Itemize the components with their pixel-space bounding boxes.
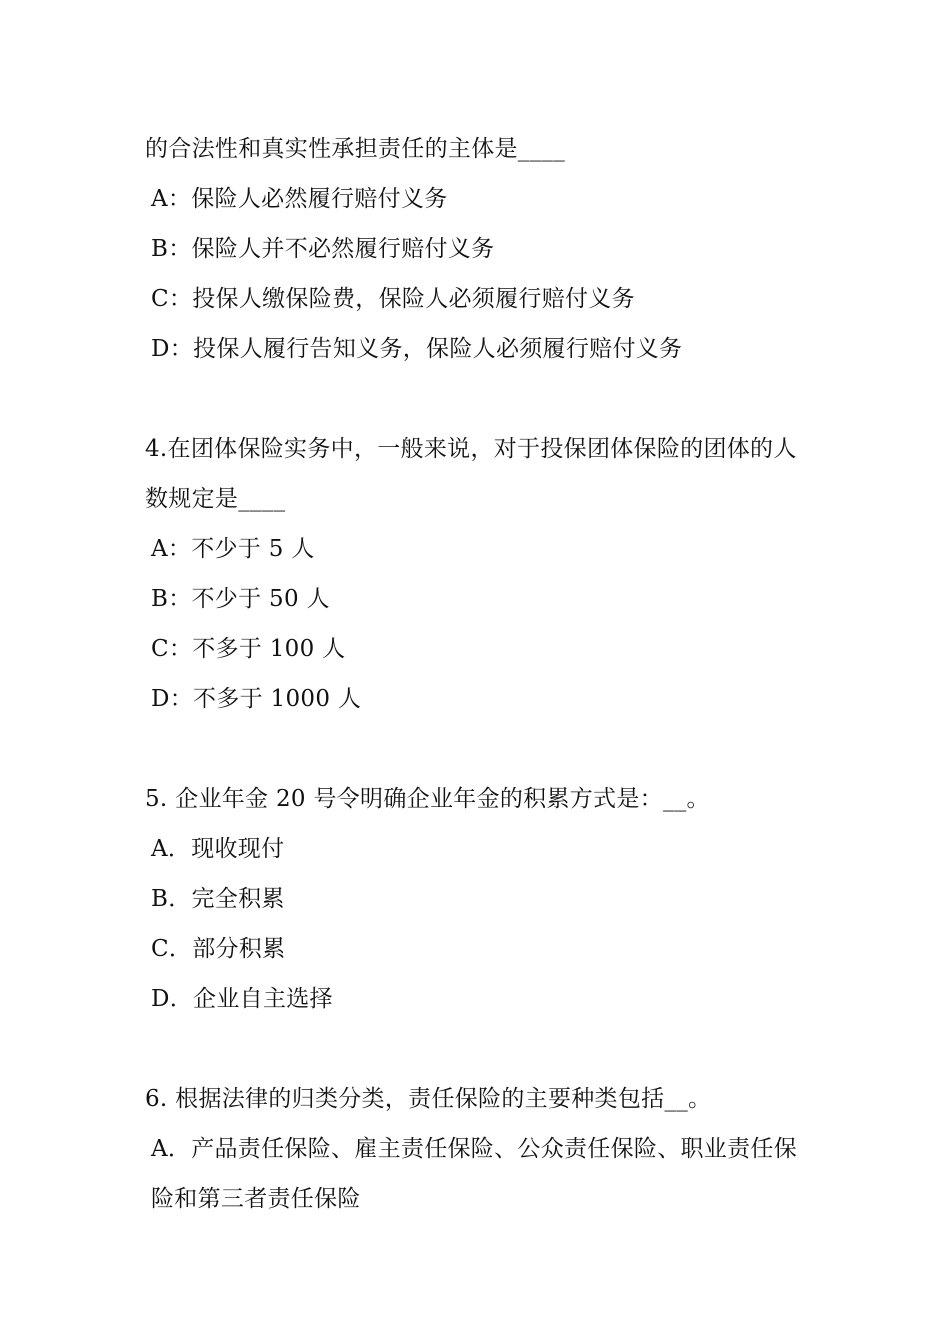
option-c: C：投保人缴保险费，保险人必须履行赔付义务	[151, 286, 635, 312]
option-b: B：不少于 50 人	[151, 586, 330, 612]
question-text: 5. 企业年金 20 号令明确企业年金的积累方式是：__。	[145, 786, 710, 812]
option-b: B．完全积累	[151, 886, 285, 912]
document-content	[145, 124, 815, 1224]
option-c: C．部分积累	[151, 936, 286, 962]
question-text: 4.在团体保险实务中，一般来说，对于投保团体保险的团体的人数规定是____	[145, 436, 797, 512]
question-gap	[145, 374, 815, 424]
option-a: A．产品责任保险、雇主责任保险、公众责任保险、职业责任保险和第三者责任保险	[151, 1136, 798, 1212]
question-5	[145, 774, 815, 1024]
option-d: D：投保人履行告知义务，保险人必须履行赔付义务	[151, 336, 683, 362]
option-a: A：保险人必然履行赔付义务	[151, 186, 448, 212]
option-a: A：不少于 5 人	[151, 536, 315, 562]
question-gap	[145, 1024, 815, 1074]
option-a: A．现收现付	[151, 836, 285, 862]
option-c: C：不多于 100 人	[151, 636, 346, 662]
question-gap	[145, 724, 815, 774]
question-4	[145, 424, 815, 724]
option-d: D：不多于 1000 人	[151, 686, 362, 712]
option-b: B：保险人并不必然履行赔付义务	[151, 236, 495, 262]
option-d: D．企业自主选择	[151, 986, 333, 1012]
question-3	[145, 124, 815, 374]
question-text: 的合法性和真实性承担责任的主体是____	[145, 136, 565, 162]
question-6	[145, 1074, 815, 1224]
question-text: 6. 根据法律的归类分类，责任保险的主要种类包括__。	[145, 1086, 712, 1112]
